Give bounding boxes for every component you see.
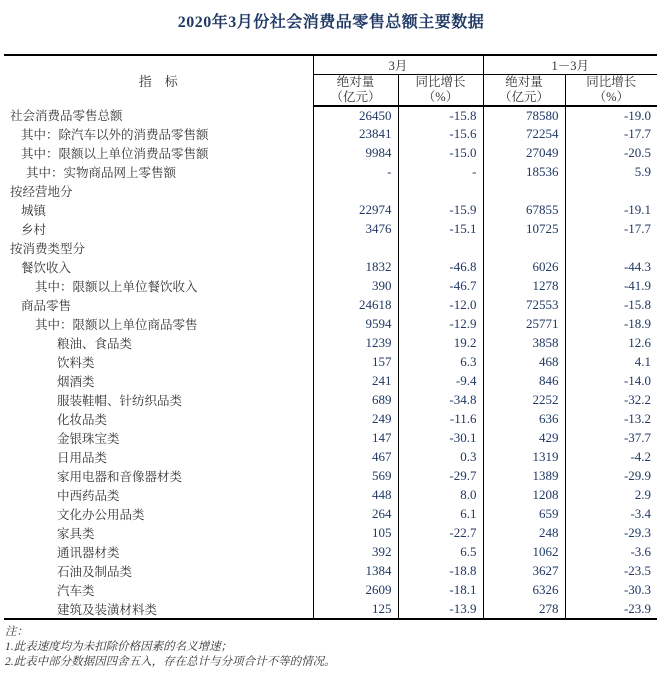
group-header-row [4,55,657,75]
table-row [4,429,657,448]
cell-janmar-absolute: 278 [483,600,565,619]
cell-march-absolute: 448 [313,486,398,505]
cell-janmar-yoy: 12.6 [565,334,657,353]
cell-janmar-absolute [483,182,565,201]
cell-march-absolute: 392 [313,543,398,562]
table-row [4,543,657,562]
table-row [4,600,657,619]
table-row [4,524,657,543]
cell-march-yoy: -15.9 [398,201,483,220]
cell-janmar-yoy: -23.5 [565,562,657,581]
cell-march-absolute [313,182,398,201]
table-row [4,353,657,372]
cell-janmar-yoy: 5.9 [565,163,657,182]
cell-march-absolute: 249 [313,410,398,429]
cell-march-yoy: -15.0 [398,144,483,163]
cell-janmar-yoy: -44.3 [565,258,657,277]
subheader-line: 绝对量 [505,75,543,90]
cell-janmar-yoy: 4.1 [565,353,657,372]
cell-march-yoy: -46.8 [398,258,483,277]
footnotes [5,625,662,670]
cell-janmar-absolute: 6326 [483,581,565,600]
cell-march-yoy: -11.6 [398,410,483,429]
cell-march-absolute: 264 [313,505,398,524]
table-row [4,315,657,334]
table-row [4,467,657,486]
cell-march-yoy [398,182,483,201]
table-row [4,220,657,239]
cell-march-absolute: 105 [313,524,398,543]
cell-march-yoy: -9.4 [398,372,483,391]
cell-janmar-yoy: -20.5 [565,144,657,163]
cell-janmar-absolute: 1389 [483,467,565,486]
cell-march-absolute: 3476 [313,220,398,239]
cell-march-absolute: 26450 [313,106,398,125]
cell-march-yoy: -34.8 [398,391,483,410]
table-row [4,106,657,125]
cell-march-absolute: 569 [313,467,398,486]
cell-janmar-absolute: 429 [483,429,565,448]
cell-janmar-absolute: 248 [483,524,565,543]
cell-march-yoy: -22.7 [398,524,483,543]
cell-march-absolute: 22974 [313,201,398,220]
row-label: 金银珠宝类 [57,432,120,446]
row-label: 按消费类型分 [10,242,86,256]
cell-march-yoy: 0.3 [398,448,483,467]
cell-march-absolute: 467 [313,448,398,467]
row-label: 餐饮收入 [21,261,72,275]
cell-janmar-yoy: -37.7 [565,429,657,448]
subheader-unit: （亿元） [499,89,550,104]
cell-march-yoy: 6.3 [398,353,483,372]
cell-janmar-absolute: 1062 [483,543,565,562]
row-label: 石油及制品类 [57,565,133,579]
cell-march-absolute: 390 [313,277,398,296]
row-label: 建筑及装潢材料类 [57,602,158,617]
subheader-march-yoy [398,75,483,106]
subheader-line: 同比增长 [415,75,466,90]
cell-march-yoy: -29.7 [398,467,483,486]
table-row [4,125,657,144]
cell-march-yoy: 6.1 [398,505,483,524]
subheader-janmar-yoy [565,75,657,106]
cell-janmar-yoy: -41.9 [565,277,657,296]
retail-sales-table [4,54,657,620]
cell-janmar-absolute: 18536 [483,163,565,182]
row-label: 社会消费品零售总额 [10,109,123,123]
cell-janmar-absolute: 3627 [483,562,565,581]
cell-march-absolute: 147 [313,429,398,448]
page-title: 2020年3月份社会消费品零售总额主要数据 [177,14,485,31]
row-label: 汽车类 [57,584,95,598]
table-row [4,410,657,429]
cell-march-yoy [398,239,483,258]
cell-janmar-yoy: -18.9 [565,315,657,334]
cell-march-yoy: 19.2 [398,334,483,353]
row-label: 饮料类 [57,356,95,370]
cell-janmar-absolute: 636 [483,410,565,429]
cell-janmar-yoy: -13.2 [565,410,657,429]
cell-janmar-absolute: 846 [483,372,565,391]
subheader-line: 同比增长 [586,75,637,90]
cell-janmar-absolute: 1278 [483,277,565,296]
cell-janmar-absolute: 1319 [483,448,565,467]
cell-janmar-yoy: -17.7 [565,125,657,144]
cell-march-yoy: -15.1 [398,220,483,239]
cell-janmar-yoy [565,239,657,258]
row-label: 家用电器和音像器材类 [57,470,183,484]
cell-march-yoy: -46.7 [398,277,483,296]
cell-janmar-yoy: 2.9 [565,486,657,505]
cell-janmar-yoy: -32.2 [565,391,657,410]
table-row [4,562,657,581]
cell-janmar-yoy: -30.3 [565,581,657,600]
cell-march-absolute: 241 [313,372,398,391]
table-row [4,372,657,391]
subheader-line: 绝对量 [336,75,375,90]
cell-janmar-yoy: -19.0 [565,106,657,125]
cell-janmar-yoy: -19.1 [565,201,657,220]
table-row [4,486,657,505]
cell-janmar-absolute: 3858 [483,334,565,353]
table-row [4,258,657,277]
section-row [4,239,657,258]
cell-march-absolute: 157 [313,353,398,372]
cell-march-absolute: 1239 [313,334,398,353]
cell-janmar-yoy: -14.0 [565,372,657,391]
cell-march-absolute [313,239,398,258]
cell-janmar-yoy: -3.6 [565,543,657,562]
cell-march-yoy: -12.9 [398,315,483,334]
row-label: 中西药品类 [57,489,120,503]
cell-janmar-yoy: -15.8 [565,296,657,315]
table-row [4,144,657,163]
cell-janmar-yoy: -29.9 [565,467,657,486]
cell-march-absolute: 9984 [313,144,398,163]
cell-march-absolute: 2609 [313,581,398,600]
cell-janmar-absolute: 1208 [483,486,565,505]
cell-march-yoy: -13.9 [398,600,483,619]
row-label: 通讯器材类 [57,546,120,560]
row-label: 其中：限额以上单位餐饮收入 [35,280,198,294]
cell-janmar-yoy: -29.3 [565,524,657,543]
row-label: 商品零售 [21,299,72,313]
table-row [4,448,657,467]
cell-janmar-absolute: 72254 [483,125,565,144]
cell-march-absolute: 689 [313,391,398,410]
row-label: 文化办公用品类 [57,508,145,522]
cell-march-yoy: -15.6 [398,125,483,144]
row-label: 化妆品类 [57,413,108,427]
row-label: 日用品类 [57,451,108,465]
cell-march-yoy: -18.8 [398,562,483,581]
cell-march-yoy: -30.1 [398,429,483,448]
cell-janmar-absolute: 78580 [483,106,565,125]
cell-janmar-yoy: -17.7 [565,220,657,239]
row-label: 其中：限额以上单位消费品零售额 [21,147,209,161]
subheader-unit: （%） [422,89,459,104]
row-label: 其中：限额以上单位商品零售 [35,318,198,332]
cell-janmar-absolute: 6026 [483,258,565,277]
row-label: 乡村 [21,223,47,237]
cell-janmar-absolute: 468 [483,353,565,372]
cell-janmar-absolute: 659 [483,505,565,524]
cell-janmar-yoy [565,182,657,201]
cell-janmar-absolute: 10725 [483,220,565,239]
row-label: 城镇 [21,204,47,218]
cell-janmar-yoy: -4.2 [565,448,657,467]
cell-janmar-absolute [483,239,565,258]
cell-march-yoy: -12.0 [398,296,483,315]
row-label: 按经营地分 [10,185,73,199]
cell-march-yoy: - [398,163,483,182]
cell-janmar-yoy: -3.4 [565,505,657,524]
cell-march-yoy: -18.1 [398,581,483,600]
cell-march-absolute: 1832 [313,258,398,277]
table-row [4,163,657,182]
table-row [4,201,657,220]
cell-janmar-absolute: 67855 [483,201,565,220]
cell-march-absolute: - [313,163,398,182]
row-label: 服装鞋帽、针纺织品类 [57,394,183,408]
cell-march-yoy: 6.5 [398,543,483,562]
cell-march-yoy: -15.8 [398,106,483,125]
cell-march-absolute: 24618 [313,296,398,315]
indicator-column-header: 指 标 [4,55,313,106]
section-row [4,182,657,201]
group-header-march: 3月 [313,55,483,75]
cell-march-absolute: 125 [313,600,398,619]
cell-march-absolute: 23841 [313,125,398,144]
table-row [4,334,657,353]
notes-label: 注： [5,625,28,638]
table-row [4,581,657,600]
subheader-unit: （%） [593,89,629,104]
cell-janmar-yoy: -23.9 [565,600,657,619]
row-label: 烟酒类 [57,375,95,389]
subheader-march-absolute [313,75,398,106]
table-row [4,296,657,315]
table-row [4,391,657,410]
subheader-janmar-absolute [483,75,565,106]
cell-janmar-absolute: 2252 [483,391,565,410]
table-row [4,277,657,296]
row-label: 家具类 [57,527,95,541]
cell-march-absolute: 1384 [313,562,398,581]
table-row [4,505,657,524]
note-line-2: 2.此表中部分数据因四舍五入，存在总计与分项合计不等的情况。 [5,655,336,668]
cell-janmar-absolute: 25771 [483,315,565,334]
cell-janmar-absolute: 72553 [483,296,565,315]
subheader-unit: （亿元） [330,89,381,104]
row-label: 粮油、食品类 [57,337,133,351]
cell-march-yoy: 8.0 [398,486,483,505]
note-line-1: 1.此表速度均为未扣除价格因素的名义增速； [5,640,233,653]
group-header-jan-mar: 1－3月 [483,55,657,75]
cell-march-absolute: 9594 [313,315,398,334]
row-label: 其中：实物商品网上零售额 [26,166,177,180]
row-label: 其中：除汽车以外的消费品零售额 [21,128,209,142]
cell-janmar-absolute: 27049 [483,144,565,163]
